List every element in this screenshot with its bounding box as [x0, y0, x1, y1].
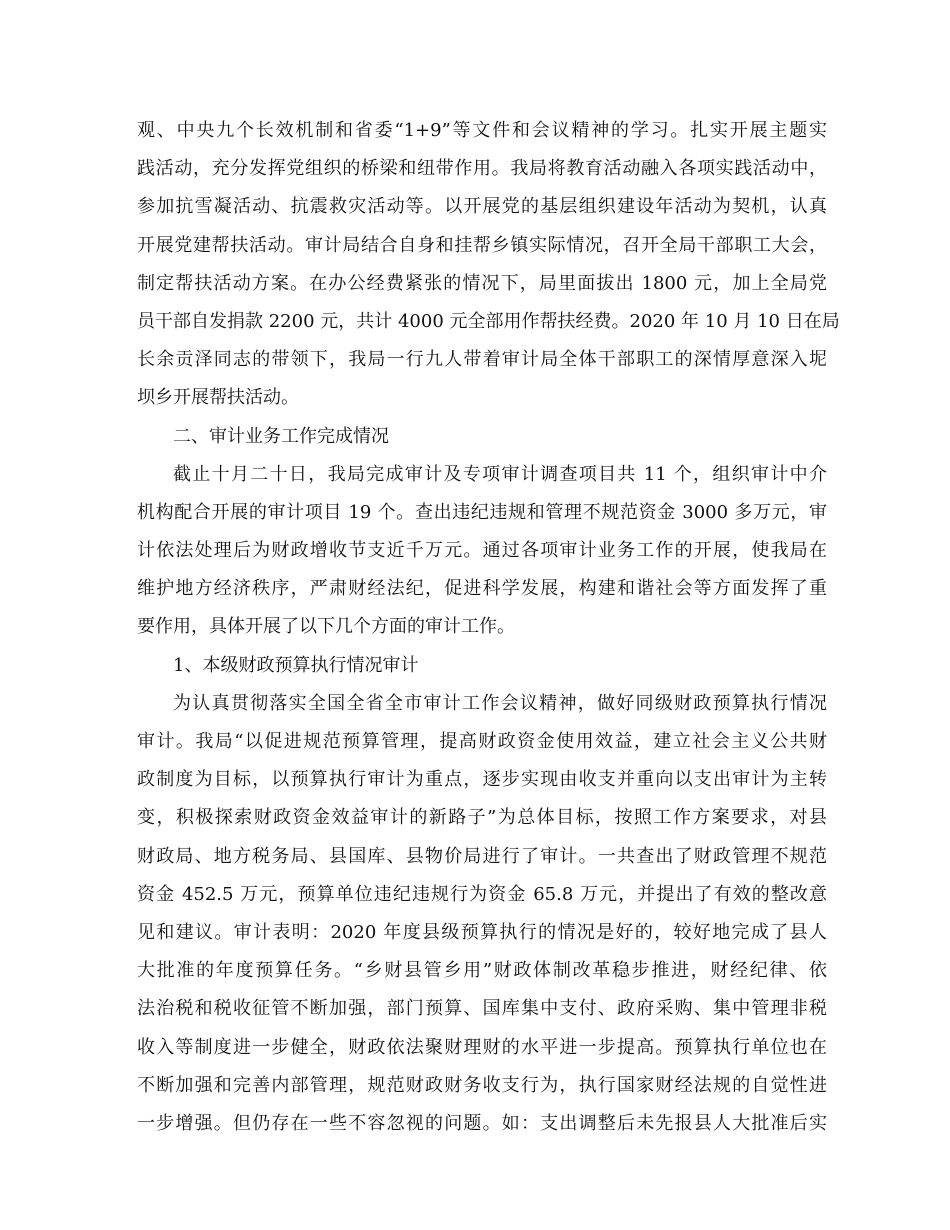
paragraph-line: 一步增强。但仍存在一些不容忽视的问题。如：支出调整后未先报县人大批准后实 [137, 1112, 827, 1134]
document-body [137, 112, 840, 1143]
paragraph-line: 政制度为目标，以预算执行审计为重点，逐步实现由收支并重向以支出审计为主转 [137, 769, 827, 791]
paragraph-line: 变，积极探索财政资金效益审计的新路子”为总体目标，按照工作方案要求，对县 [137, 807, 827, 829]
paragraph-line: 为认真贯彻落实全国全省全市审计工作会议精神，做好同级财政预算执行情况 [173, 692, 827, 714]
paragraph-line: 审计。我局“以促进规范预算管理，提高财政资金使用效益，建立社会主义公共财 [137, 731, 827, 752]
paragraph-line: 大批准的年度预算任务。“乡财县管乡用”财政体制改革稳步推进，财经纪律、依 [137, 960, 827, 982]
paragraph-line: 维护地方经济秩序，严肃财经法纪，促进科学发展，构建和谐社会等方面发挥了重 [137, 578, 827, 600]
paragraph-line: 员干部自发捐款 2200 元，共计 4000 元全部用作帮扶经费。2020 年 10 月 10 日在局 [137, 310, 840, 332]
paragraph-line: 计依法处理后为财政增收节支近千万元。通过各项审计业务工作的开展，使我局在 [137, 540, 827, 562]
section-heading: 二、审计业务工作完成情况 [173, 425, 389, 447]
section-heading: 1、本级财政预算执行情况审计 [173, 654, 419, 676]
paragraph-line: 收入等制度进一步健全，财政依法聚财理财的水平进一步提高。预算执行单位也在 [137, 1036, 827, 1058]
paragraph-line: 制定帮扶活动方案。在办公经费紧张的情况下，局里面拔出 1800 元，加上全局党 [137, 272, 827, 294]
paragraph-line: 观、中央九个长效机制和省委“1+9”等文件和会议精神的学习。扎实开展主题实 [137, 120, 827, 141]
paragraph-line: 财政局、地方税务局、县国库、县物价局进行了审计。一共查出了财政管理不规范 [137, 845, 827, 867]
paragraph-line: 见和建议。审计表明：2020 年度县级预算执行的情况是好的，较好地完成了县人 [137, 921, 827, 943]
paragraph-line: 践活动，充分发挥党组织的桥梁和纽带作用。我局将教育活动融入各项实践活动中， [137, 158, 827, 180]
paragraph-line: 不断加强和完善内部管理，规范财政财务收支行为，执行国家财经法规的自觉性进 [137, 1074, 827, 1096]
paragraph-line: 参加抗雪凝活动、抗震救灾活动等。以开展党的基层组织建设年活动为契机，认真 [137, 196, 827, 218]
paragraph-line: 法治税和税收征管不断加强，部门预算、国库集中支付、政府采购、集中管理非税 [137, 998, 827, 1020]
paragraph-line: 要作用，具体开展了以下几个方面的审计工作。 [137, 616, 515, 638]
paragraph-line: 资金 452.5 万元，预算单位违纪违规行为资金 65.8 万元，并提出了有效的整改意 [137, 883, 827, 905]
paragraph-line: 机构配合开展的审计项目 19 个。查出违纪违规和管理不规范资金 3000 多万元，审 [137, 501, 827, 523]
paragraph-line: 开展党建帮扶活动。审计局结合自身和挂帮乡镇实际情况，召开全局干部职工大会， [137, 234, 827, 256]
paragraph-line: 坝乡开展帮扶活动。 [137, 387, 299, 409]
paragraph-line: 截止十月二十日，我局完成审计及专项审计调查项目共 11 个，组织审计中介 [173, 463, 827, 485]
paragraph-line: 长余贡泽同志的带领下，我局一行九人带着审计局全体干部职工的深情厚意深入坭 [137, 349, 827, 371]
